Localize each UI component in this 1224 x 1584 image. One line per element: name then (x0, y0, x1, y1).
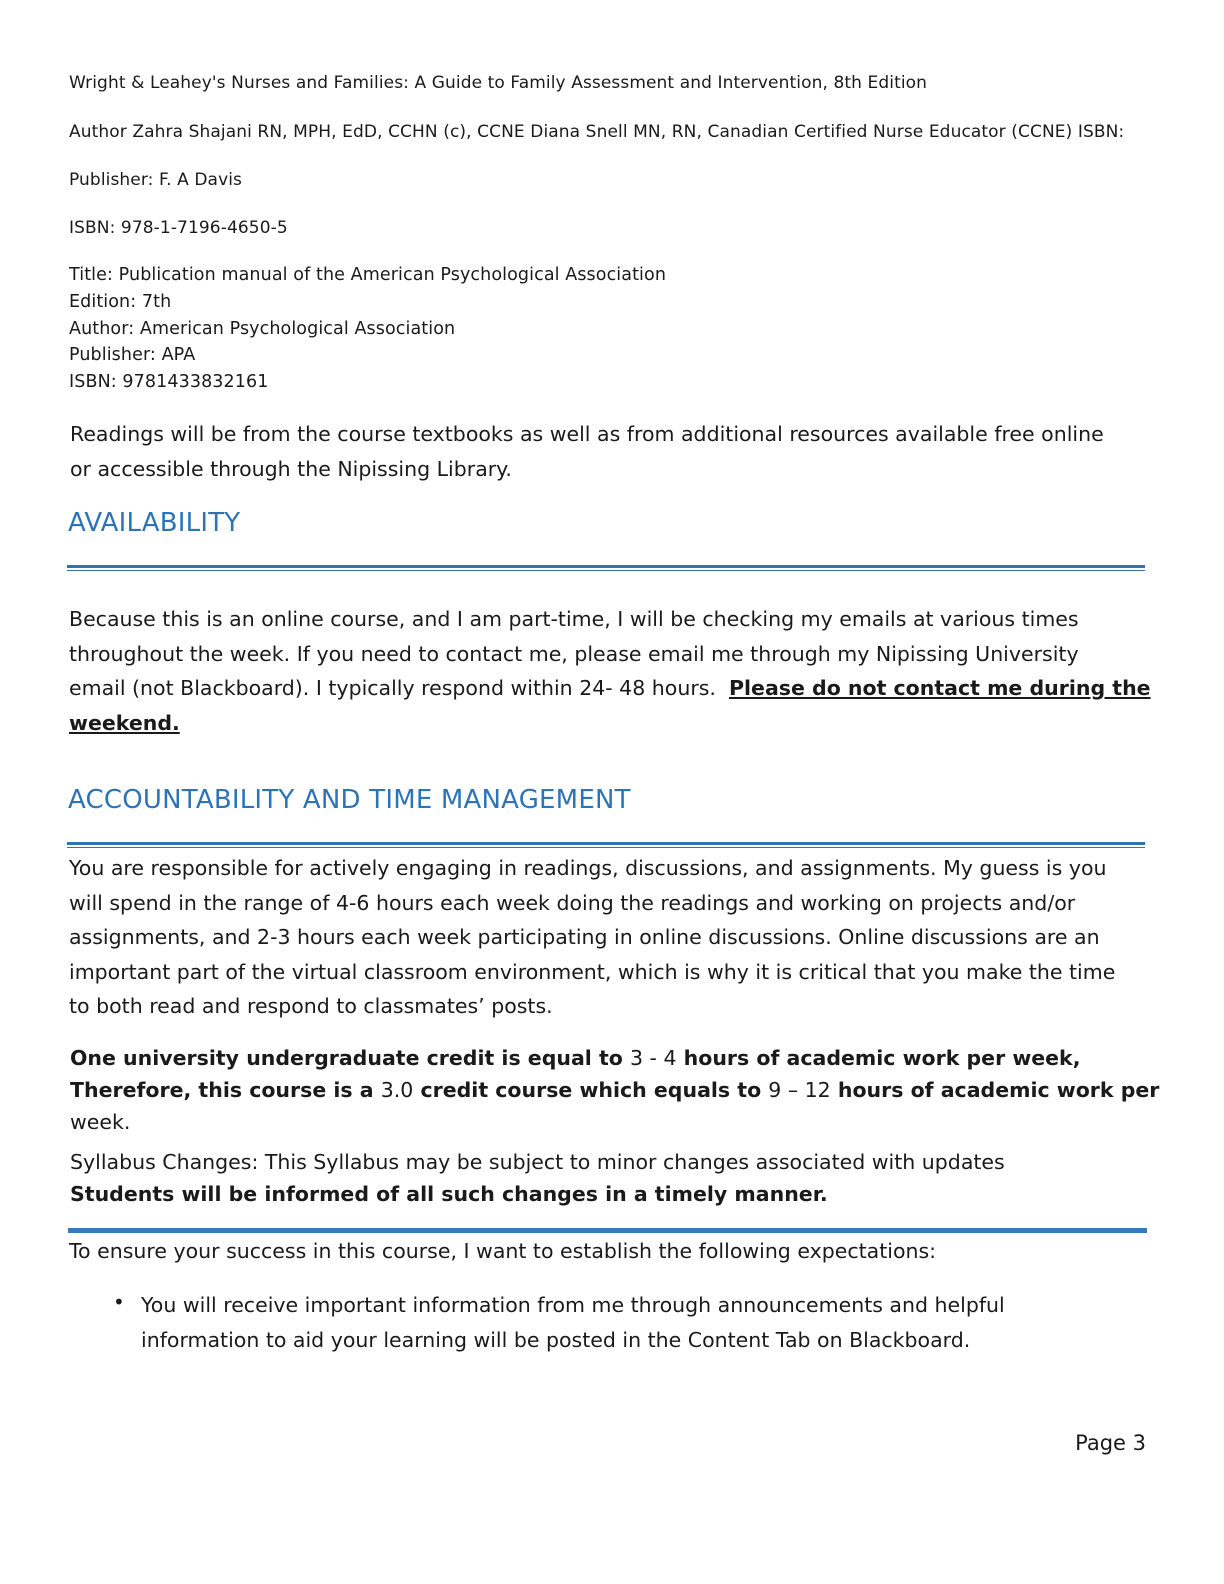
weekend-notice: Please do not contact me during the (728, 676, 1151, 700)
availability-line-1: Because this is an online course, and I am part-time, I will be checking my emails at various times (69, 607, 1079, 631)
expectation-item (141, 1288, 1141, 1357)
credit-text: credit course which equals to (413, 1078, 769, 1102)
credit-text: undergraduate credit (246, 1046, 495, 1070)
accountability-paragraph (69, 851, 1129, 1024)
textbook1-isbn: ISBN: 978-1-7196-4650-5 (69, 218, 288, 238)
accountability-line: to both read and respond to classmates’ posts. (69, 994, 553, 1018)
page-number: Page 3 (1075, 1431, 1146, 1455)
credit-text: One university (70, 1046, 247, 1070)
credit-value: 9 – 12 (768, 1078, 831, 1102)
availability-heading: AVAILABILITY (68, 508, 241, 538)
weekend-notice-end: weekend. (69, 710, 180, 735)
textbook1-title: Wright & Leahey's Nurses and Families: A Guide to Family Assessment and Intervention, 8th Edition (69, 73, 928, 93)
readings-line-1: Readings will be from the course textbooks as well as from additional resources available free online (70, 422, 1104, 446)
availability-text: email (not Blackboard). I typically respond within 24- 48 hours. (69, 676, 729, 700)
section-divider (67, 842, 1145, 848)
textbook2-publisher: Publisher: APA (69, 345, 196, 365)
credit-line-2 (70, 1074, 1160, 1106)
credit-text: hours of academic work per week, (676, 1046, 1081, 1070)
textbook1-author: Author Zahra Shajani RN, MPH, EdD, CCHN (c), CCNE Diana Snell MN, RN, Canadian Certified Nurse Educator (CCNE) ISBN: (69, 122, 1125, 142)
expectation-item-line-2: information to aid your learning will be posted in the Content Tab on Blackboard. (141, 1327, 971, 1352)
syllabus-changes-paragraph (70, 1146, 1130, 1210)
credit-line-1 (70, 1042, 1130, 1074)
credit-line-3: week. (70, 1110, 131, 1134)
credit-text: is equal to (494, 1046, 630, 1070)
accountability-line: assignments, and 2-3 hours each week participating in online discussions. Online discussions are an (69, 925, 1100, 949)
readings-paragraph (70, 417, 1130, 486)
credit-paragraph (70, 1042, 1160, 1138)
accountability-heading: ACCOUNTABILITY AND TIME MANAGEMENT (68, 785, 631, 815)
availability-line-3 (69, 671, 1151, 706)
credit-value: 3.0 (380, 1078, 414, 1102)
readings-line-2: or accessible through the Nipissing Library. (70, 456, 512, 481)
availability-paragraph (69, 602, 1151, 740)
expectation-item-line-1: You will receive important information from me through announcements and helpful (141, 1293, 1005, 1317)
accountability-line: You are responsible for actively engaging in readings, discussions, and assignments. My guess is you (69, 856, 1107, 880)
textbook2-isbn: ISBN: 9781433832161 (69, 372, 269, 392)
syllabus-line-2: Students will be informed of all such changes in a timely manner. (70, 1182, 828, 1206)
bullet-icon: • (113, 1290, 125, 1314)
accountability-line: will spend in the range of 4-6 hours each week doing the readings and working on projects and/or (69, 890, 1076, 915)
credit-text: hours of academic work per (830, 1078, 1160, 1102)
accountability-line: important part of the virtual classroom environment, which is why it is critical that you make the time (69, 959, 1116, 984)
availability-line-2: throughout the week. If you need to contact me, please email me through my Nipissing University (69, 641, 1079, 666)
syllabus-line-1: Syllabus Changes: This Syllabus may be subject to minor changes associated with updates (70, 1150, 1005, 1174)
expectations-intro: To ensure your success in this course, I want to establish the following expectations: (69, 1239, 937, 1263)
textbook1-publisher: Publisher: F. A Davis (69, 170, 243, 190)
credit-value: 3 - 4 (630, 1046, 677, 1070)
credit-text: Therefore, this course is a (70, 1078, 381, 1102)
textbook2-author: Author: American Psychological Association (69, 319, 456, 339)
section-divider (67, 565, 1145, 571)
textbook2-title: Title: Publication manual of the American Psychological Association (69, 265, 667, 285)
textbook2-edition: Edition: 7th (69, 292, 172, 312)
section-divider (68, 1228, 1147, 1233)
